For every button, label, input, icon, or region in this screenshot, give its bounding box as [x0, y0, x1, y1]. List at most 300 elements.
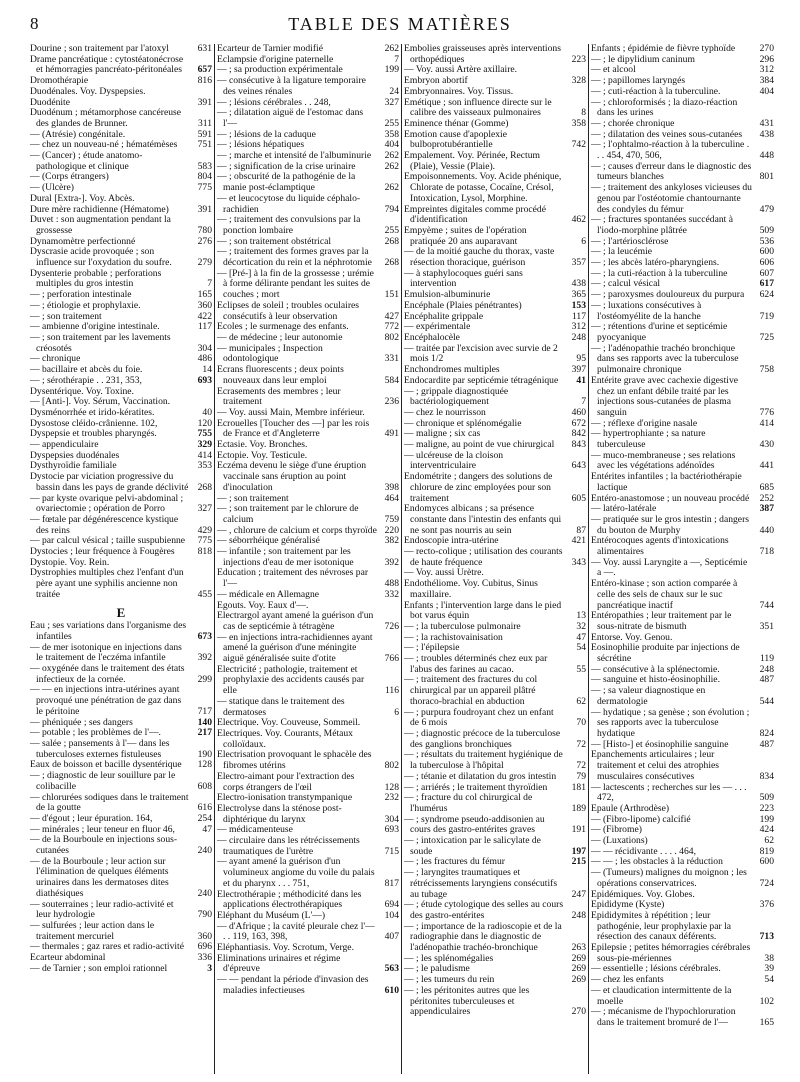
entry-page: 843	[571, 439, 586, 451]
entry-text: Endocardite par septicémie tétragénique	[404, 374, 559, 386]
entry-page: 486	[197, 353, 212, 365]
entry-text: Ecoles ; le surmenage des enfants.	[217, 321, 349, 333]
entry-page: 328	[571, 75, 586, 87]
entry-page: 657	[197, 64, 212, 76]
entry-text: Dourine ; son traitement par l'atoxyl	[30, 44, 169, 54]
index-entry	[404, 579, 586, 600]
entry-page: 153	[571, 299, 586, 311]
entry-text: Duodénite	[30, 96, 70, 108]
entry-page: 268	[384, 257, 399, 269]
index-entry	[404, 151, 586, 172]
entry-page: 804	[197, 171, 212, 183]
index-entry	[30, 108, 212, 129]
entry-text: — médicale en Allemagne	[217, 588, 320, 600]
entry-page: 382	[384, 535, 399, 547]
entry-page: 429	[197, 524, 212, 536]
entry-page: 672	[571, 417, 586, 429]
entry-text: Endomyces albicans ; sa présence constante dans l'intestin des enfants qui ne sont pas nourris au sein	[404, 503, 562, 536]
entry-page: 775	[197, 535, 212, 547]
index-entry	[30, 515, 212, 536]
entry-page: 70	[576, 717, 586, 729]
index-entry	[30, 55, 212, 76]
index-entry	[217, 750, 399, 771]
index-entry	[404, 472, 586, 504]
entry-text: — ; étude cytologique des selles au cours des gastro-entérites	[404, 899, 564, 921]
index-entry	[591, 98, 774, 119]
index-entry	[30, 247, 212, 268]
entry-text: — chez un nouveau-né ; hématémèses	[30, 139, 178, 151]
entry-page: 6	[581, 235, 586, 247]
index-entry	[404, 87, 586, 98]
entry-text: Eczéma devenu le siège d'une éruption vaccinale sans éruption au point d'inoculation	[217, 460, 367, 493]
entry-text: Empalement. Voy. Périnée, Rectum (Plaie), Vessie (Plaie).	[404, 150, 540, 172]
entry-text: — de la Bourboule ; leur action sur l'élimination de quelques éléments urinaires dans les dermatoses dites diathésiques	[30, 855, 169, 899]
entry-page: 87	[576, 524, 586, 536]
index-entry	[591, 162, 774, 183]
entry-page: 269	[571, 963, 586, 975]
entry-page: 726	[384, 620, 399, 632]
entry-text: — et claudication intermittente de la moelle	[591, 984, 732, 1007]
index-entry	[30, 215, 212, 236]
entry-page: 427	[384, 310, 399, 322]
entry-text: Eclampsie d'origine paternelle	[217, 53, 334, 65]
entry-text: Eléphantiasis. Voy. Scrotum, Verge.	[217, 942, 354, 954]
index-entry	[404, 601, 586, 622]
entry-text: — muco-membraneuse ; ses relations avec les végétations adénoïdes	[591, 449, 736, 472]
entry-page: 276	[197, 235, 212, 247]
entry-text: — pratiquée sur le gros intestin ; dangers du bouton de Murphy	[591, 513, 749, 536]
index-entry	[404, 654, 586, 675]
entry-text: — chez le nourrisson	[404, 406, 486, 418]
entry-text: — circulaire dans les rétrécissements traumatiques de l'urètre	[217, 835, 360, 857]
index-entry	[217, 194, 399, 215]
entry-page: 392	[384, 556, 399, 568]
index-entry	[404, 900, 586, 921]
index-entry	[591, 1007, 774, 1028]
index-entry	[30, 964, 212, 975]
entry-text: — appendiculaire	[30, 439, 99, 451]
index-entry	[217, 890, 399, 911]
entry-page: 8	[581, 107, 586, 119]
entry-text: — ; son traitement obstétrical	[217, 235, 332, 247]
index-entry	[217, 215, 399, 236]
entry-text: Entéro-anastomose ; un nouveau procédé	[591, 492, 750, 504]
entry-page: 487	[759, 738, 774, 750]
entry-page: 775	[197, 182, 212, 194]
entry-text: — et alcool	[591, 64, 636, 76]
page-number: 8	[30, 14, 39, 33]
entry-page: 128	[384, 781, 399, 793]
index-entry	[591, 87, 774, 98]
entry-page: 236	[384, 396, 399, 408]
entry-page: 610	[384, 984, 399, 996]
entry-text: — ; le dipylidium caninum	[591, 53, 695, 65]
index-entry	[404, 247, 586, 268]
entry-text: Entérite grave avec cachexie digestive chez un enfant débile traité par les injections sous-cutanées de plasma sanguin	[591, 374, 739, 418]
entry-text: Enchondromes multiples	[404, 364, 500, 376]
index-column-2	[215, 44, 402, 1074]
entry-page: 248	[571, 331, 586, 343]
entry-text: — sulfurées ; leur action dans le traitement mercuriel	[30, 919, 155, 942]
index-columns	[28, 44, 776, 1074]
entry-page: 694	[384, 899, 399, 911]
entry-page: 181	[571, 781, 586, 793]
entry-text: Dural [Extra-]. Voy. Abcès.	[30, 192, 135, 204]
entry-text: — ; fractures spontanées succédant à l'iodo-morphine plâtrée	[591, 214, 733, 236]
index-entry	[217, 590, 399, 601]
entry-text: — — pendant la période d'invasion des maladies infectieuses	[217, 974, 369, 996]
entry-page: 7	[581, 396, 586, 408]
entry-text: — ; rétentions d'urine et septicémie pyocyanique	[591, 321, 728, 343]
entry-page: 358	[384, 128, 399, 140]
entry-text: Emulsion-albuminurie	[404, 289, 491, 301]
entry-page: 802	[384, 331, 399, 343]
index-entry	[404, 98, 586, 119]
index-entry	[30, 333, 212, 354]
entry-page: 404	[759, 85, 774, 97]
entry-page: 358	[571, 117, 586, 129]
entry-page: 24	[389, 85, 399, 97]
entry-page: 724	[759, 877, 774, 889]
entry-text: Epilepsie ; petites hémorragies cérébrales sous-pie-mériennes	[591, 942, 751, 964]
entry-page: 128	[197, 759, 212, 771]
entry-text: Epidémiques. Voy. Globes.	[591, 888, 695, 900]
entry-text: — minérales ; leur teneur en fluor 46,	[30, 823, 175, 835]
entry-page: 95	[576, 353, 586, 365]
entry-page: 802	[384, 760, 399, 772]
entry-page: 79	[576, 770, 586, 782]
entry-text: — ; sa production expérimentale	[217, 64, 343, 76]
entry-text: — chlorurées sodiques dans le traitement de la goutte	[30, 791, 189, 814]
entry-text: — de la Bourboule en injections sous-cutanées	[30, 834, 178, 857]
entry-text: — ; les tumeurs du rein	[404, 974, 495, 986]
entry-text: Dystrophies multiples chez l'enfant d'un père ayant une syphilis ancienne non traitée	[30, 567, 184, 600]
entry-text: — phéniquée ; ses dangers	[30, 716, 133, 728]
index-entry	[404, 986, 586, 1018]
index-entry	[30, 793, 212, 814]
entry-text: — expérimentale	[404, 321, 471, 333]
entry-page: 268	[384, 235, 399, 247]
entry-page: 685	[759, 481, 774, 493]
entry-text: — ; intoxication par le salicylate de soude	[404, 835, 541, 857]
index-entry	[591, 140, 774, 161]
entry-text: — ; traitement des convulsions par la ponction lombaire	[217, 214, 361, 236]
entry-page: 54	[576, 642, 586, 654]
entry-text: Endothéliome. Voy. Cubitus, Sinus maxillaire.	[404, 578, 538, 600]
index-entry	[591, 686, 774, 707]
entry-text: — [Histo-] et éosinophilie sanguine	[591, 738, 729, 750]
entry-page: 263	[571, 942, 586, 954]
entry-page: 332	[384, 588, 399, 600]
index-entry	[217, 108, 399, 129]
index-entry	[591, 579, 774, 611]
entry-text: Dystopie. Voy. Rein.	[30, 556, 110, 568]
entry-text: Electricité ; pathologie, traitement et prophylaxie des accidents causés par elle	[217, 663, 365, 697]
entry-text: — de Tarnier ; son emploi rationnel	[30, 962, 168, 974]
entry-text: — maligne, au point de vue chirurgical	[404, 439, 555, 451]
entry-text: — (Cancer) ; étude anatomo-pathologique et clinique	[30, 150, 143, 172]
entry-page: 407	[384, 931, 399, 943]
entry-text: — ; l'épilepsie	[404, 642, 460, 654]
index-entry	[30, 269, 212, 290]
index-entry	[591, 611, 774, 632]
entry-page: 751	[197, 139, 212, 151]
entry-text: — [Pré-] à la fin de la grossesse ; urémie à forme délirante pendant les suites de couches ; mort	[217, 267, 374, 301]
entry-page: 719	[759, 310, 774, 322]
entry-page: 360	[197, 299, 212, 311]
entry-text: Eau ; ses variations dans l'organisme des infantiles	[30, 620, 187, 642]
entry-page: 197	[571, 845, 586, 857]
index-entry	[591, 868, 774, 889]
entry-page: 462	[571, 214, 586, 226]
entry-text: Embryonnaires. Voy. Tissus.	[404, 85, 514, 97]
entry-text: — ; purpura foudroyant chez un enfant de 6 mois	[404, 706, 554, 729]
entry-page: 262	[384, 44, 399, 54]
index-entry	[404, 504, 586, 536]
entry-page: 414	[197, 449, 212, 461]
index-entry	[217, 665, 399, 697]
entry-text: — lactescents ; recherches sur les — . . . 472,	[591, 781, 747, 804]
index-entry	[404, 815, 586, 836]
entry-text: — ; la cuti-réaction à la tuberculine	[591, 267, 728, 279]
entry-text: Eaux de boisson et bacille dysentérique	[30, 759, 182, 771]
entry-text: — ; arriérés ; le traitement thyroïdien	[404, 781, 548, 793]
entry-page: 39	[764, 963, 774, 975]
entry-page: 693	[197, 374, 212, 386]
entry-page: 223	[571, 53, 586, 65]
index-entry	[217, 836, 399, 857]
entry-page: 790	[197, 909, 212, 921]
index-entry	[30, 921, 212, 942]
entry-text: — ; la tuberculose pulmonaire	[404, 620, 521, 632]
entry-text: — ; fracture du col chirurgical de l'humérus	[404, 792, 533, 814]
index-entry	[30, 835, 212, 856]
entry-text: — municipales ; Inspection odontologique	[217, 342, 323, 365]
entry-page: 441	[759, 460, 774, 472]
entry-text: — thermales ; gaz rares et radio-activité	[30, 941, 184, 953]
entry-page: 353	[197, 460, 212, 472]
entry-page: 744	[759, 599, 774, 611]
entry-page: 7	[394, 53, 399, 65]
entry-text: — chronique	[30, 353, 81, 365]
entry-text: — ; résultats du traitement hygiénique de la tuberculose à l'hôpital	[404, 749, 563, 772]
entry-text: — traitée par l'excision avec survie de 2 mois 1/2	[404, 342, 558, 365]
entry-page: 151	[384, 289, 399, 301]
entry-text: — latéro-latérale	[591, 503, 657, 515]
index-entry	[217, 611, 399, 632]
entry-text: Dyspepsie et troubles pharyngés.	[30, 428, 157, 440]
index-entry	[30, 739, 212, 760]
entry-page: 220	[384, 524, 399, 536]
entry-text: Duvet : son augmentation pendant la grossesse	[30, 214, 171, 236]
index-entry	[404, 408, 586, 419]
entry-page: 817	[384, 877, 399, 889]
entry-page: 296	[759, 53, 774, 65]
entry-text: — ; les fractures du fémur	[404, 856, 505, 868]
entry-page: 794	[384, 203, 399, 215]
entry-page: 140	[197, 716, 212, 728]
index-entry	[404, 868, 586, 900]
entry-text: — (Atrésie) congénitale.	[30, 128, 126, 140]
entry-text: Dysentérique. Voy. Toxine.	[30, 385, 134, 397]
entry-text: Ecarteur de Tarnier modifié	[217, 44, 323, 54]
entry-page: 693	[384, 824, 399, 836]
entry-page: 62	[576, 695, 586, 707]
entry-text: — séborrhéique généralisé	[217, 535, 320, 547]
entry-text: — [Anti-]. Voy. Sérum, Vaccination.	[30, 396, 171, 408]
entry-text: Electrolyse dans la sténose post-diphtérique du larynx	[217, 802, 342, 825]
entry-text: — hypertrophiante ; sa nature tuberculeuse	[591, 428, 706, 451]
entry-page: 509	[759, 792, 774, 804]
entry-page: 327	[197, 503, 212, 515]
entry-page: 3	[207, 962, 212, 974]
entry-page: 248	[759, 663, 774, 675]
entry-page: 758	[759, 364, 774, 376]
index-entry	[591, 708, 774, 740]
entry-page: 715	[384, 845, 399, 857]
entry-text: — par calcul vésical ; taille suspubienne	[30, 535, 186, 547]
entry-page: 343	[571, 556, 586, 568]
entry-text: — ; paroxysmes douloureux du purpura	[591, 289, 745, 301]
entry-text: — potable ; les problèmes de l'—.	[30, 727, 161, 739]
index-entry	[217, 269, 399, 301]
index-entry	[30, 664, 212, 685]
entry-text: — ; l'adénopathie trachéo bronchique dans ses rapports avec la tuberculose pulmonaire chronique	[591, 342, 739, 376]
entry-text: — ; laryngites traumatiques et rétrécissements laryngiens consécutifs au tubage	[404, 867, 558, 900]
entry-text: — de mer isotonique en injections dans le traitement de l'eczéma infantile	[30, 641, 182, 664]
entry-text: — ; son traitement par les lavements créosotés	[30, 331, 171, 354]
index-column-4	[589, 44, 776, 1074]
index-entry	[591, 451, 774, 472]
entry-text: — ; sa valeur diagnostique en dermatologie	[591, 685, 706, 707]
entry-text: Entérites infantiles ; la bactériothérapie lactique	[591, 471, 742, 493]
index-entry	[591, 943, 774, 964]
entry-text: — ; dilatation aiguë de l'estomac dans l'—	[217, 107, 364, 129]
entry-page: 606	[759, 257, 774, 269]
index-entry	[591, 986, 774, 1007]
entry-text: Entéropathies ; leur traitement par le sous-nitrate de bismuth	[591, 610, 732, 632]
index-entry	[217, 408, 399, 419]
entry-page: 269	[571, 952, 586, 964]
entry-page: 40	[202, 406, 212, 418]
entry-page: 41	[576, 374, 586, 386]
entry-text: Electrargol ayant amené la guérison d'un cas de septicémie à tétragène	[217, 610, 374, 632]
index-entry	[217, 729, 399, 750]
entry-text: — ; syndrome pseudo-addisonien au cours des gastro-entérites graves	[404, 813, 545, 836]
page-header	[0, 12, 800, 38]
entry-page: 591	[197, 128, 212, 140]
entry-text: — ayant amené la guérison d'un volumineux angiome du voile du palais et du pharynx . . . 751,	[217, 856, 375, 889]
entry-page: 215	[571, 856, 586, 868]
entry-page: 32	[576, 620, 586, 632]
entry-text: Dure mère rachidienne (Hématome)	[30, 203, 169, 215]
entry-text: Electrique. Voy. Couveuse, Sommeil.	[217, 717, 361, 729]
entry-page: 818	[197, 546, 212, 558]
index-entry	[217, 772, 399, 793]
entry-page: 311	[197, 117, 212, 129]
entry-text: — ; mécanisme de l'hypochloruration dans le traitement bromuré de l'—	[591, 1006, 736, 1028]
entry-page: 47	[202, 823, 212, 835]
entry-page: 460	[571, 406, 586, 418]
entry-text: — ; traitement des fractures du col chirurgical par un appareil plâtré thoraco-brachial en abduction	[404, 674, 538, 707]
entry-page: 165	[759, 1016, 774, 1028]
entry-text: — ; les splénomégalies	[404, 952, 494, 964]
entry-text: — ; traitement des ankyloses vicieuses du genou par l'ostéotomie chantournante des condyles du fémur	[591, 182, 752, 215]
entry-text: Empoisonnements. Voy. Acide phénique, Chlorate de potasse, Cocaïne, Crésol, Intoxication, Lysol, Morphine.	[404, 171, 562, 204]
entry-page: 357	[571, 257, 586, 269]
entry-text: Enfants ; épidémie de fièvre typhoïde	[591, 44, 736, 54]
entry-page: 304	[197, 342, 212, 354]
index-entry	[404, 922, 586, 954]
entry-page: 616	[197, 802, 212, 814]
entry-page: 191	[571, 824, 586, 836]
entry-page: 120	[197, 417, 212, 429]
entry-page: 6	[394, 706, 399, 718]
entry-text: Dysenterie probable ; perforations multiples du gros intestin	[30, 267, 162, 290]
entry-text: — ; cuti-réaction à la tuberculine.	[591, 85, 721, 97]
entry-text: Drame pancréatique : cytostéatonécrose et hémorragies pancréato-péritonéales	[30, 53, 184, 76]
entry-text: Ecarteur abdominal	[30, 952, 106, 964]
entry-text: Endoscopie intra-utérine	[404, 535, 499, 547]
entry-text: — ; lésions cérébrales . . 248,	[217, 96, 331, 108]
entry-page: 491	[384, 428, 399, 440]
index-entry	[591, 183, 774, 215]
entry-page: 608	[197, 780, 212, 792]
entry-page: 262	[384, 182, 399, 194]
entry-page: 438	[571, 278, 586, 290]
entry-text: Eosinophilie produite par injections de sécrétine	[591, 642, 740, 665]
index-entry	[404, 675, 586, 707]
entry-page: 673	[197, 630, 212, 642]
entry-text: — ; grippale diagnostiquée bactériologiquement	[404, 385, 509, 408]
entry-text: — en injections intra-rachidiennes ayant amené la guérison d'une méningite aiguë généralisée suite d'otite	[217, 631, 373, 665]
entry-text: Dynamomètre perfectionné	[30, 235, 136, 247]
entry-page: 217	[197, 727, 212, 739]
entry-page: 299	[197, 673, 212, 685]
entry-text: — Voy. aussi Main, Membre inférieur.	[217, 406, 365, 418]
entry-page: 268	[197, 481, 212, 493]
entry-text: Eléphant du Muséum (L'—)	[217, 909, 326, 921]
entry-page: 392	[197, 652, 212, 664]
entry-text: — par kyste ovarique pelvi-abdominal ; ovariectomie ; opération de Porro	[30, 492, 184, 515]
index-entry	[217, 247, 399, 268]
entry-text: — chez les enfants	[591, 974, 664, 986]
index-entry	[30, 408, 212, 419]
entry-page: 312	[759, 64, 774, 76]
index-entry	[591, 344, 774, 376]
entry-text: — ; calcul vésical	[591, 278, 660, 290]
index-entry	[404, 376, 586, 387]
entry-text: — à staphylocoques guéri sans intervention	[404, 267, 523, 290]
entry-text: Dysostose cléido-crânienne. 102,	[30, 417, 158, 429]
entry-page: 600	[759, 246, 774, 258]
index-entry	[30, 568, 212, 600]
entry-page: 725	[759, 331, 774, 343]
entry-page: 14	[202, 364, 212, 376]
entry-page: 72	[576, 760, 586, 772]
index-entry	[591, 643, 774, 664]
entry-page: 583	[197, 160, 212, 172]
entry-text: — (Tumeurs) malignes du moignon ; les opérations conservatrices.	[591, 867, 747, 889]
index-entry	[30, 621, 212, 642]
entry-page: 464	[384, 492, 399, 504]
index-entry	[217, 461, 399, 493]
entry-page: 819	[759, 845, 774, 857]
entry-text: Dysménorrhée et irido-kératites.	[30, 406, 155, 418]
entry-text: — ; perforation intestinale	[30, 289, 132, 301]
index-entry	[217, 419, 399, 440]
entry-page: 360	[197, 930, 212, 942]
